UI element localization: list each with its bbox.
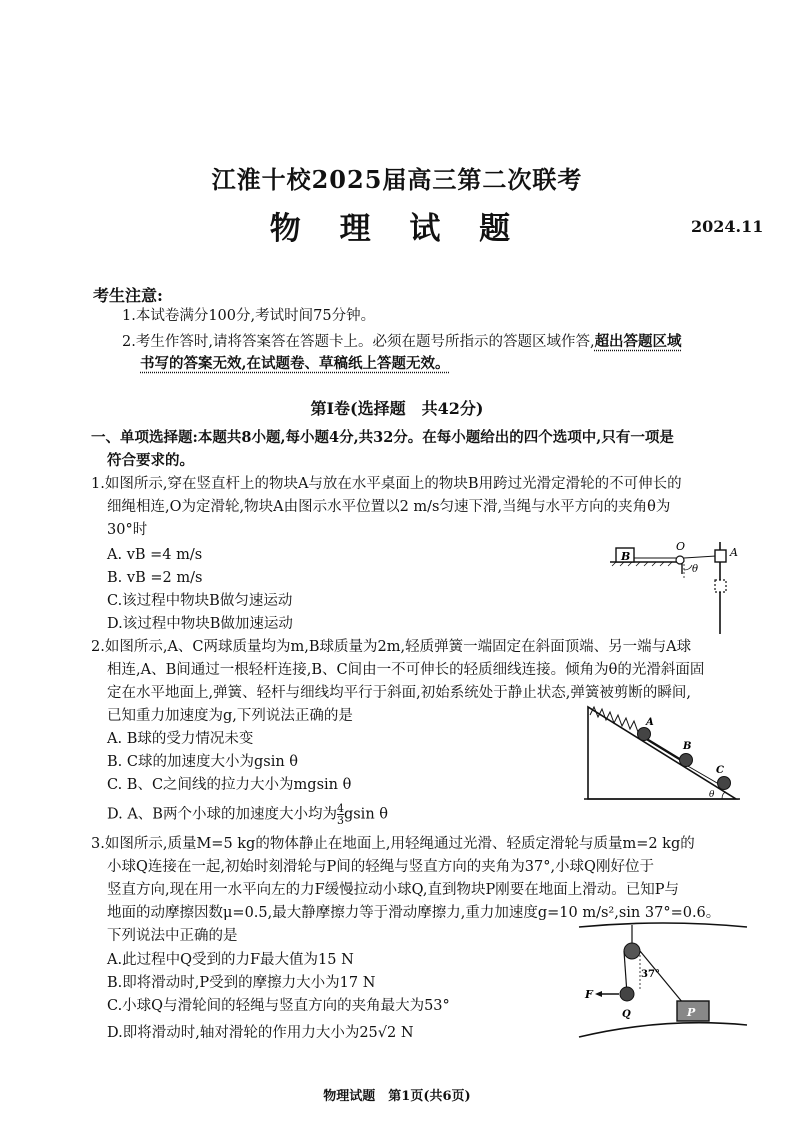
q3-stem-line2: 小球Q连接在一起,初始时刻滑轮与P间的轻绳与竖直方向的夹角为37°,小球Q刚好位于	[107, 859, 654, 875]
q2-label-b: B	[683, 741, 692, 752]
notice-item-2-emphasis: 超出答题区域	[594, 333, 682, 350]
q2-ball-b	[680, 754, 693, 767]
q2-figure	[582, 703, 742, 803]
q3-label-q: Q	[622, 1009, 631, 1020]
q1-label-theta: θ	[692, 564, 699, 575]
q2-option-d	[107, 803, 388, 826]
q2-label-a: A	[646, 717, 654, 728]
q2-label-c: C	[716, 765, 724, 776]
notice-item-2-text: 2.考生作答时,请将答案答在答题卡上。必须在题号所指示的答题区域作答,	[122, 334, 595, 350]
q2-option-b: B. C球的加速度大小为gsin θ	[107, 754, 299, 770]
q3-option-c: C.小球Q与滑轮间的轻绳与竖直方向的夹角最大为53°	[107, 998, 450, 1014]
q2-fraction-denominator: 3	[336, 814, 344, 827]
q1-pulley	[676, 556, 684, 564]
q2-option-a: A. B球的受力情况未变	[107, 731, 254, 747]
q1-label-o: O	[676, 540, 686, 553]
q3-ceiling	[579, 923, 747, 927]
q1-option-d: D.该过程中物块B做加速运动	[107, 616, 293, 632]
q2-option-d-text: D. A、B两个小球的加速度大小均为	[107, 806, 337, 823]
page-footer: 物理试题 第1页(共6页)	[323, 1089, 471, 1104]
q3-stem-line3: 竖直方向,现在用一水平向左的力F缓慢拉动小球Q,直到物块P刚要在地面上滑动。已知P与	[107, 882, 679, 898]
q3-stem-line4: 地面的动摩擦因数μ=0.5,最大静摩擦力等于滑动摩擦力,重力加速度g=10 m/s²,sin 37°=0.6。	[107, 905, 721, 921]
part1-instructions: 一、单项选择题:本题共8小题,每小题4分,共32分。在每小题给出的四个选项中,只有一项是	[91, 429, 674, 446]
q2-incline	[588, 707, 736, 799]
q1-option-c: C.该过程中物块B做匀速运动	[107, 593, 293, 609]
exam-date: 2024.11	[691, 217, 764, 236]
q1-option-b: B. vB =2 m/s	[107, 570, 203, 586]
notice-item-2-cont: 书写的答案无效,在试题卷、草稿纸上答题无效。	[140, 355, 450, 372]
q3-option-b: B.即将滑动时,P受到的摩擦力大小为17 N	[107, 975, 376, 991]
part1-instructions-cont: 符合要求的。	[107, 452, 194, 469]
q2-fraction-numerator: 4	[336, 802, 344, 815]
q2-ball-c	[718, 777, 731, 790]
q3-label-f: F	[585, 988, 593, 1001]
q1-stem-line3: 30°时	[107, 522, 148, 538]
q2-option-c: C. B、C之间线的拉力大小为mgsin θ	[107, 777, 352, 793]
q3-option-d: D.即将滑动时,轴对滑轮的作用力大小为25√2 N	[107, 1025, 414, 1041]
q2-fraction	[337, 803, 344, 826]
q3-ball-q	[620, 987, 634, 1001]
q3-option-a: A.此过程中Q受到的力F最大值为15 N	[107, 952, 354, 968]
subject-title: 物 理 试 题	[269, 211, 525, 247]
exam-title: 江淮十校2025届高三第二次联考	[211, 165, 583, 194]
q2-ball-a	[638, 728, 651, 741]
notice-item-2	[122, 332, 682, 352]
q2-stem-line2: 相连,A、B间通过一根轻杆连接,B、C间由一不可伸长的轻质细线连接。倾角为θ的光滑斜面固	[107, 662, 705, 678]
q3-pulley	[624, 943, 640, 959]
q3-stem-line1: 3.如图所示,质量M=5 kg的物体静止在地面上,用轻绳通过光滑、轻质定滑轮与质量m=2 kg的	[91, 836, 695, 852]
q1-block-a	[715, 550, 726, 562]
section-title: 第Ⅰ卷(选择题 共42分)	[310, 399, 484, 418]
q3-ground	[579, 1023, 747, 1037]
q2-label-theta: θ	[709, 790, 715, 800]
notice-heading: 考生注意:	[93, 286, 163, 305]
q1-figure	[610, 538, 760, 638]
q2-option-d-tail: gsin θ	[343, 806, 388, 823]
q1-stem-line1: 1.如图所示,穿在竖直杆上的物块A与放在水平桌面上的物块B用跨过光滑定滑轮的不可伸长的	[91, 476, 682, 492]
q3-figure	[575, 921, 750, 1056]
q2-stem-line4: 已知重力加速度为g,下列说法正确的是	[107, 708, 353, 724]
q3-label-p: P	[687, 1006, 696, 1019]
q1-label-a: A	[730, 546, 738, 559]
notice-item-1: 1.本试卷满分100分,考试时间75分钟。	[122, 308, 376, 324]
q3-stem-line5: 下列说法中正确的是	[107, 928, 238, 944]
q1-stem-line2: 细绳相连,O为定滑轮,物块A由图示水平位置以2 m/s匀速下滑,当绳与水平方向的夹角θ为	[107, 499, 671, 515]
q2-stem-line1: 2.如图所示,A、C两球质量均为m,B球质量为2m,轻质弹簧一端固定在斜面顶端、另一端与A球	[91, 639, 692, 655]
q3-label-angle: 37°	[641, 969, 660, 980]
q1-option-a: A. vB =4 m/s	[107, 547, 203, 563]
q1-label-b: B	[621, 550, 631, 563]
q2-stem-line3: 定在水平地面上,弹簧、轻杆与细线均平行于斜面,初始系统处于静止状态,弹簧被剪断的瞬间,	[107, 685, 691, 701]
